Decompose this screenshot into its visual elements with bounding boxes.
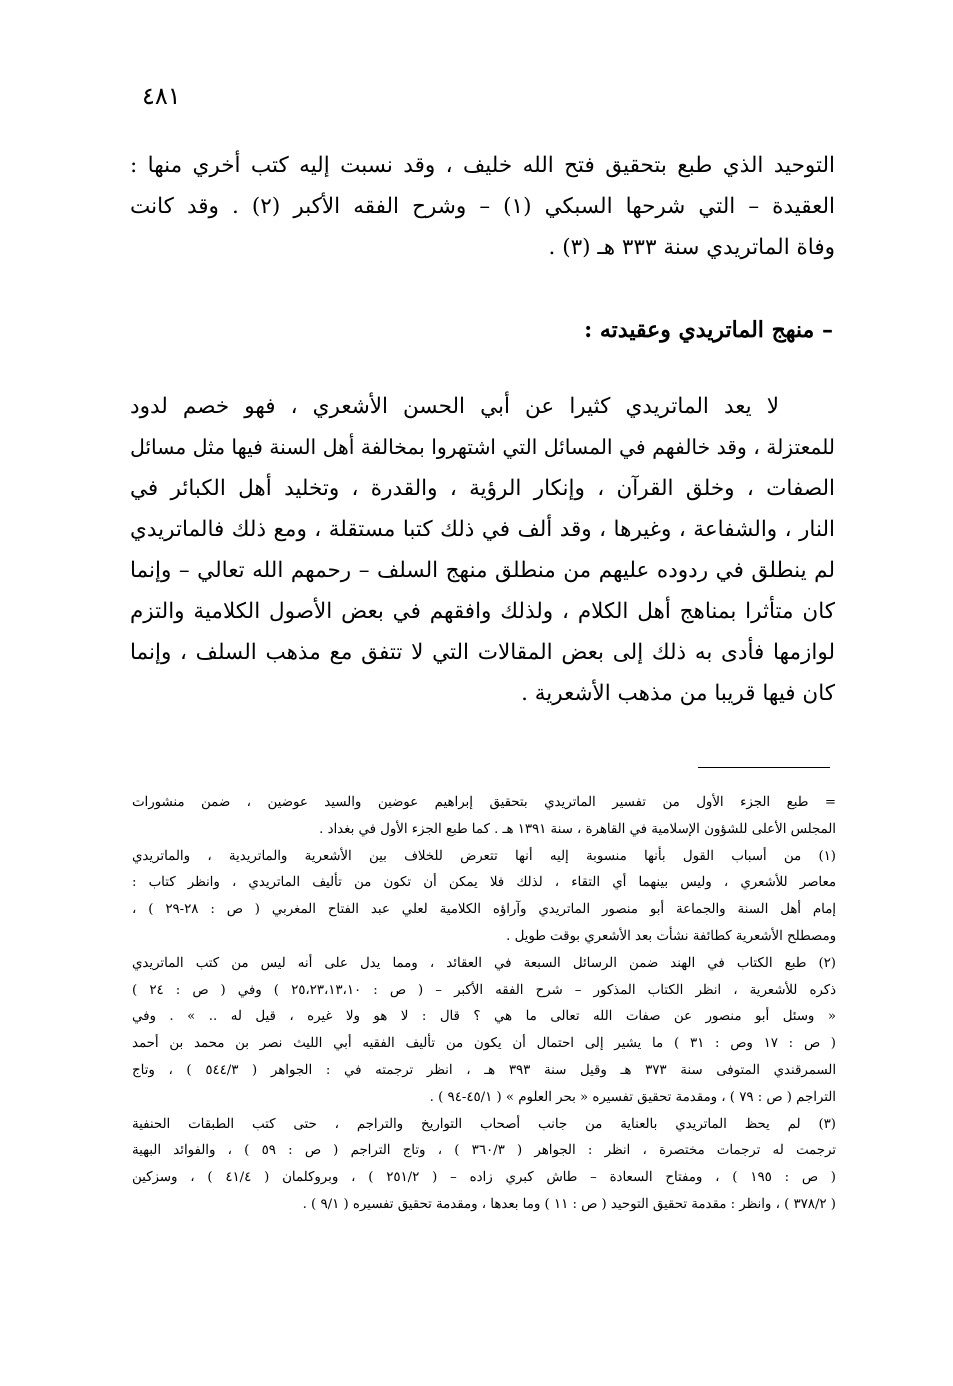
text-line: للمعتزلة ، وقد خالفهم في المسائل التي اشتهروا بمخالفة أهل السنة فيها مثل مسائل [130,435,835,459]
footnote-separator [698,767,830,768]
footnote-line: ( ص : ١٧ وص : ٣١ ) ما يشير إلى احتمال أن يكون من تأليف الفقيه أبي الليث نصر بن محمد بن أحمد [132,1036,836,1052]
section-heading: – منهج الماتريدي وعقيدته : [584,317,833,343]
text-line: التوحيد الذي طبع بتحقيق فتح الله خليف ، وقد نسبت إليه كتب أخري منها : [130,153,835,178]
text-line: لا يعد الماتريدي كثيرا عن أبي الحسن الأشعري ، فهو خصم لدود [130,394,779,419]
text-line: العقيدة – التي شرحها السبكي (١) – وشرح الفقه الأكبر (٢) . وقد كانت [130,194,835,219]
text-line: لم ينطلق في ردوده عليهم من منطلق منهج السلف – رحمهم الله تعالي – وإنما [130,558,835,583]
text-line: لوازمها فأدى به ذلك إلى بعض المقالات التي لا تتفق مع مذهب السلف ، وإنما [130,640,835,665]
text-line: كان متأثرا بمناهج أهل الكلام ، ولذلك وافقهم في بعض الأصول الكلامية والتزم [130,599,835,624]
footnote-line: (٣) لم يحظ الماتريدي بالعناية من جانب أصحاب التواريخ والتراجم ، حتى كتب الطبقات الحنفية [132,1116,836,1132]
footnote-line: ( ص : ١٩٥ ) ، ومفتاح السعادة – طاش كبري زاده – ( ٢٥١/٢ ) ، وبروكلمان ( ٤١/٤ ) ، وسزكين [132,1170,836,1186]
footnote-line: التراجم ( ص : ٧٩ ) ، ومقدمة تحقيق تفسيره « بحر العلوم » ( ٤٥/١-٩٤ ) . [429,1089,836,1105]
text-line: وفاة الماتريدي سنة ٣٣٣ هـ (٣) . [548,235,835,260]
text-line: النار ، والشفاعة ، وغيرها ، وقد ألف في ذلك كتبا مستقلة ، ومع ذلك فالماتريدي [130,517,835,542]
text-line: الصفات ، وخلق القرآن ، وإنكار الرؤية ، والقدرة ، وتخليد أهل الكبائر في [130,476,835,501]
footnote-line: (٢) طبع الكتاب في الهند ضمن الرسائل السبعة في العقائد ، ومما يدل على أنه ليس من كتب الماتريدي [132,955,836,971]
footnote-line: ذكره للأشعرية ، انظر الكتاب المذكور – شرح الفقه الأكبر – ( ص : ٢٥،٢٣،١٣،١٠ ) وفي ( ص : ٢٤ ) [132,982,836,998]
paragraph-body [130,386,835,714]
footnote-line: السمرقندي المتوفى سنة ٣٧٣ هـ وقيل سنة ٣٩٣ هـ ، انظر ترجمته في : الجواهر ( ٥٤٤/٣ ) ، وتاج [132,1062,837,1078]
footnote-line: إمام أهل السنة والجماعة أبو منصور الماتريدي وآراؤه الكلامية لعلي عبد الفتاح المغربي ( ص : ٢٨-٢٩ ) ، [132,902,837,918]
paragraph-intro [130,145,835,268]
footnote-line: ومصطلح الأشعرية كطائفة نشأت بعد الأشعري بوقت طويل . [506,928,836,944]
text-line: كان فيها قريبا من مذهب الأشعرية . [521,681,835,706]
footnote-line: معاصر للأشعري ، وليس بينهما أي التقاء ، لذلك فلا يمكن أن تكون من تأليف الماتريدي ، وانظر كتاب : [132,875,836,891]
footnote-line: = طبع الجزء الأول من تفسير الماتريدي بتحقيق إبراهيم عوضين والسيد عوضين ، ضمن منشورات [132,795,836,810]
footnote-line: المجلس الأعلى للشؤون الإسلامية في القاهرة ، سنة ١٣٩١ هـ . كما طبع الجزء الأول في بغداد . [319,821,836,837]
footnote-line: ترجمت له ترجمات مختصرة ، انظر : الجواهر ( ٣٦٠/٣ ) ، وتاج التراجم ( ص : ٥٩ ) ، والفوائد البهية [132,1143,836,1159]
footnote-line: (١) من أسباب القول بأنها منسوبة إليه أنها تتعرض للخلاف بين الأشعرية والماتريدية ، والماتريدي [132,848,836,864]
footnote-line: « وسئل أبو منصور عن صفات الله تعالى ما هي ؟ قال : لا هو ولا غيره ، قيل له .. » . وفي [132,1009,836,1025]
footnotes [132,790,836,1219]
footnote-line: ( ٣٧٨/٢ ) ، وانظر : مقدمة تحقيق التوحيد ( ص : ١١ ) وما بعدها ، ومقدمة تحقيق تفسيره ( ٩/١ ) . [302,1196,836,1212]
page-number: ٤٨١ [142,82,181,110]
